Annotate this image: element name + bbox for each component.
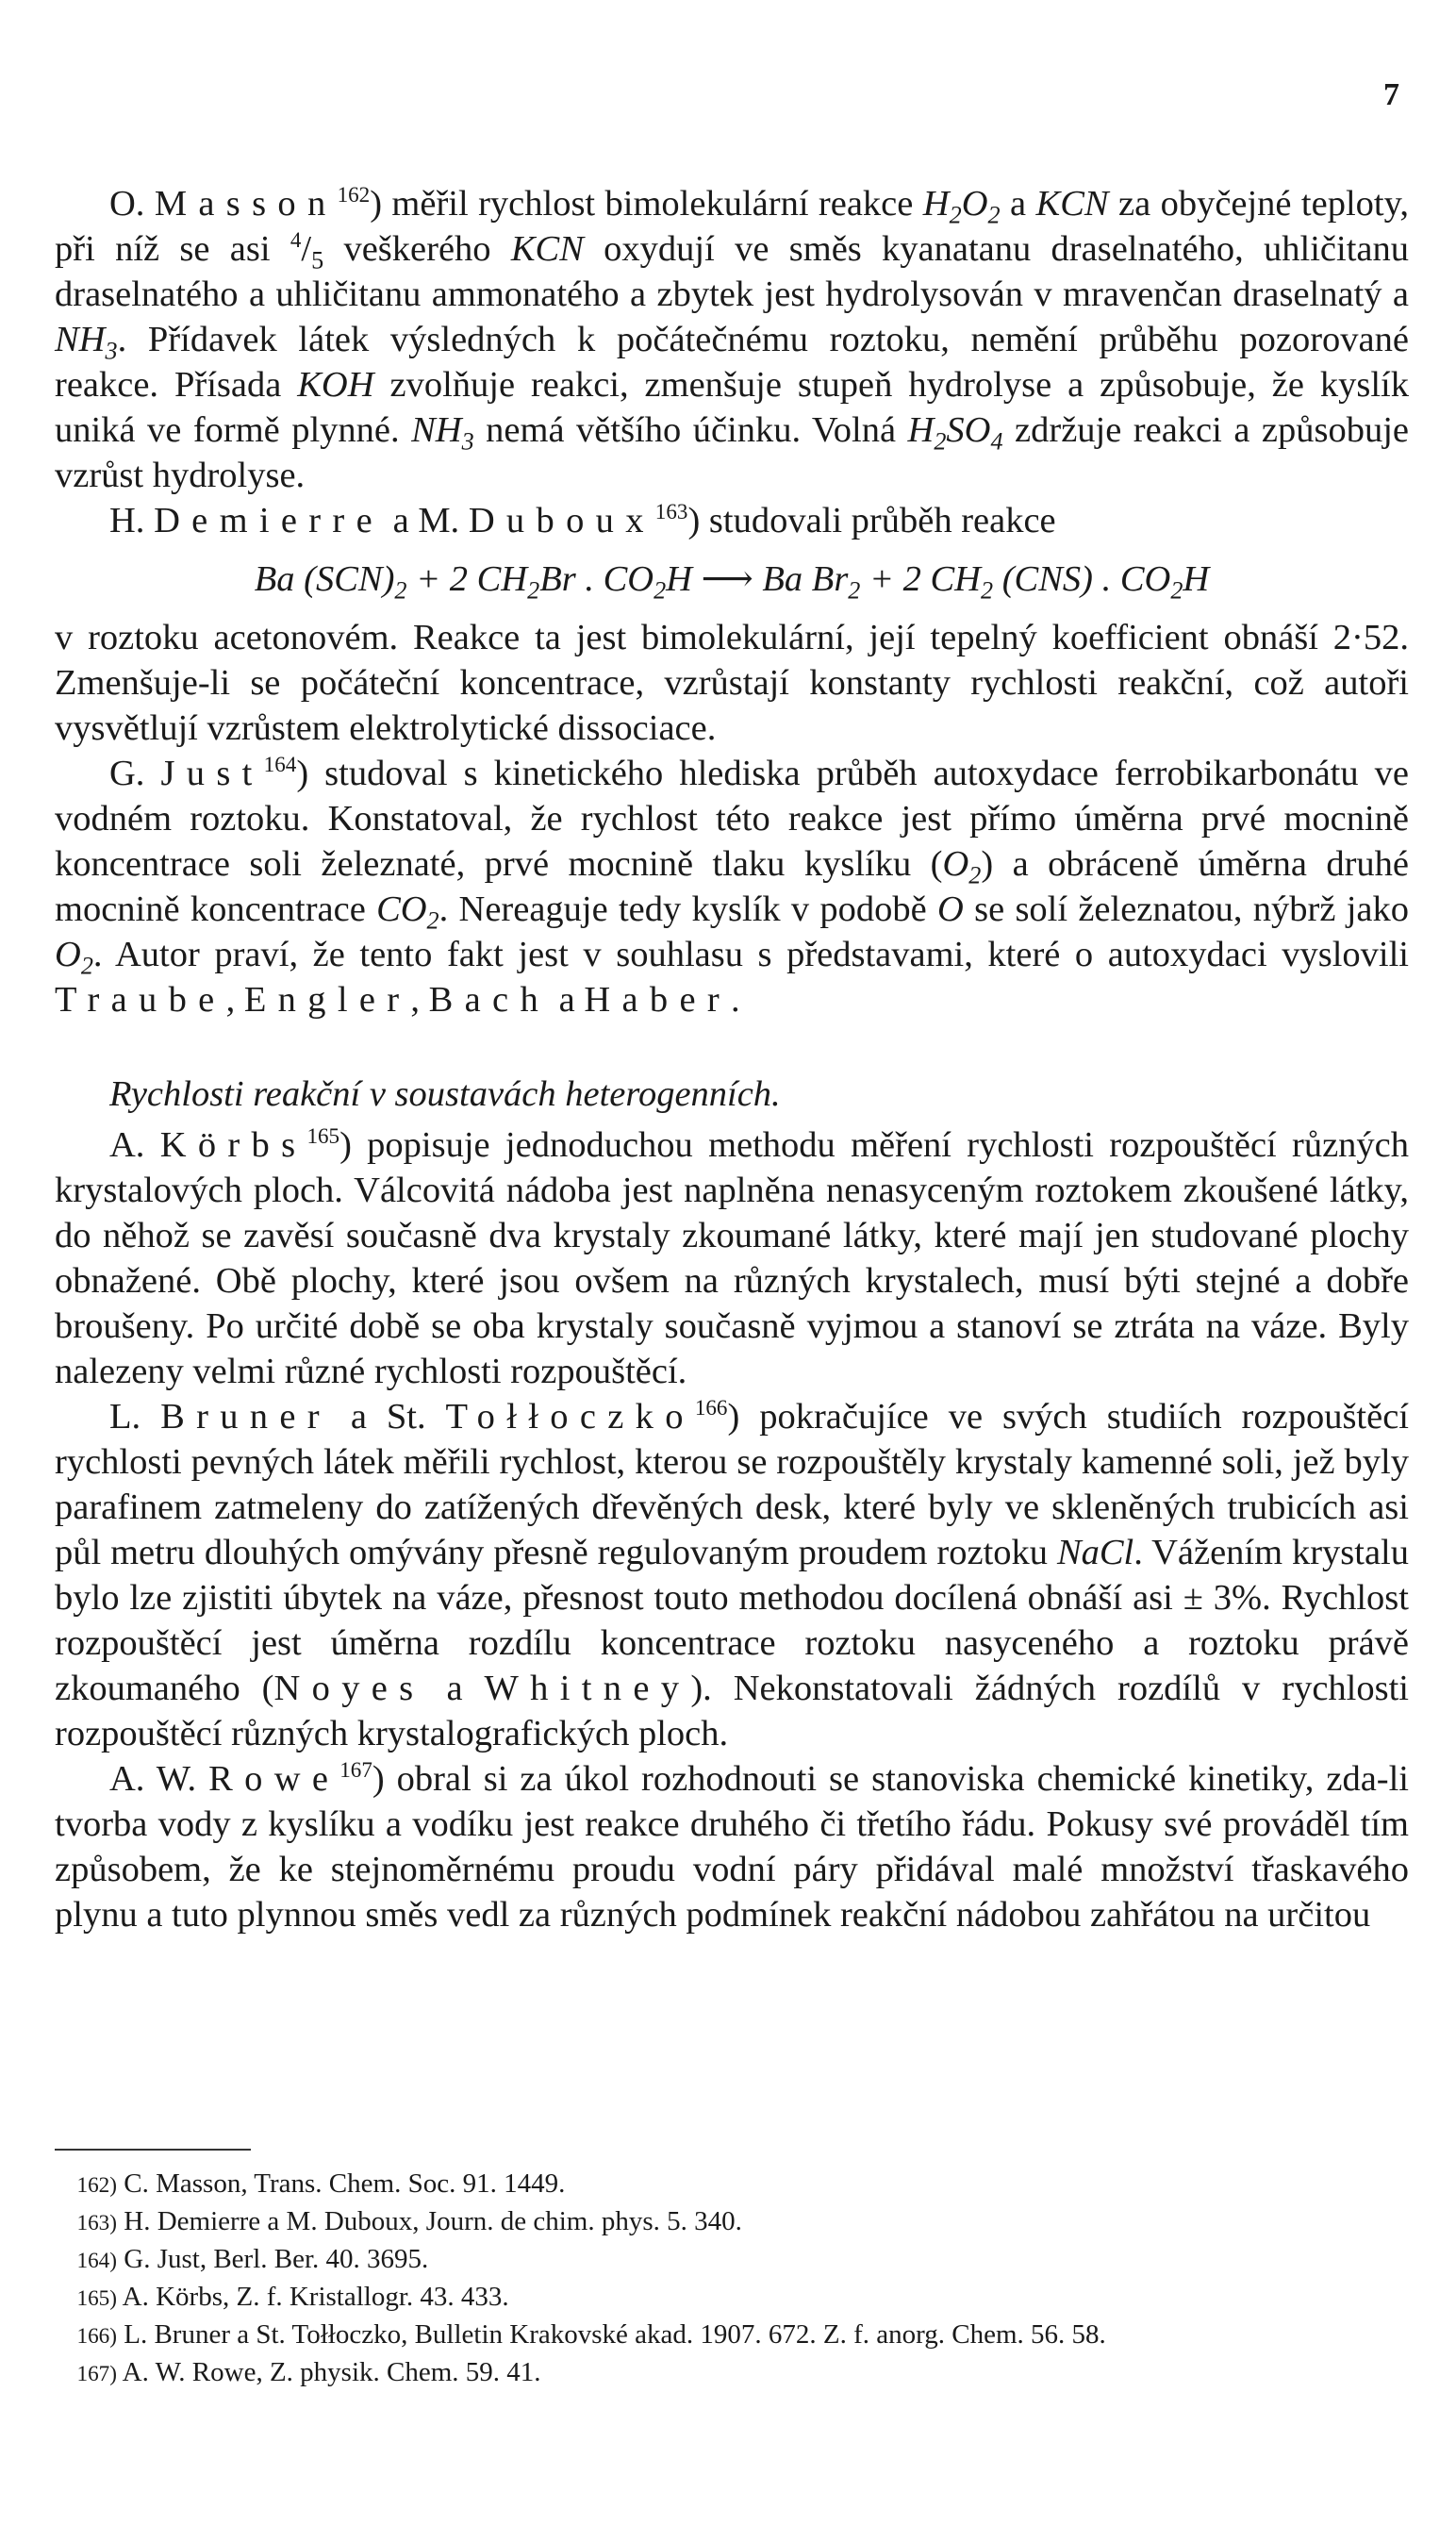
footnote-163: 163) H. Demierre a M. Duboux, Journ. de chim. phys. 5. 340. — [76, 2206, 742, 2236]
paragraph-demierre-cont: v roztoku acetonovém. Reakce ta jest bimolekulární, její tepelný koefficient obnáší 2·52. Zmenšuje-li se počáteční koncentrace, vzrůstají konstanty rychlosti reakční, což autoři vysvětlují vzrůstem elektrolytické dissociace. — [55, 618, 1409, 748]
footnotes — [55, 2166, 1409, 2392]
footnote-164: 164) G. Just, Berl. Ber. 40. 3695. — [76, 2244, 429, 2274]
paragraph-masson: O. Masson$^{162}$) měřil rychlost bimolekulární reakce $H_2O_2$ a KCN za obyčejné teploty, při níž se asi $^4/_5$ veškerého KCN oxydují ve směs kyanatanu draselnatého, uhličitanu draselnatého a uhličitanu ammonatého a zbytek jest hydrolysován v mravenčan draselnatý a $NH_3$. Přídavek látek výsledných k počátečnému roztoku, nemění průběhu pozorované reakce. Přísada KOH zvolňuje reakci, zmenšuje stupeň hydrolyse a způsobuje, že kyslík uniká ve formě plynné. $NH_3$ nemá většího účinku. Volná $H_2SO_4$ zdržuje reakci a způsobuje vzrůst hydrolyse. — [55, 182, 1409, 495]
footnote-166: 166) L. Bruner a St. Tołłoczko, Bulletin Krakovské akad. 1907. 672. Z. f. anorg. Chem. 56. 58. — [76, 2319, 1106, 2350]
footnote-167: 167) A. W. Rowe, Z. physik. Chem. 59. 41. — [76, 2357, 541, 2387]
paragraph-bruner: L. Bruner a St. Tołłoczko$^{166}$) pokračujíce ve svých studiích rozpouštěcí rychlosti pevných látek měřili rychlost, kterou se rozpouštěly krystaly kamenné soli, jež byly parafinem zatmeleny do zatížených dřevěných desk, které byly ve skleněných trubicích asi půl metru dlouhých omývány přesně regulovaným proudem roztoku NaCl. Vážením krystalu bylo lze zjistiti úbytek na váze, přesnost touto methodou docílená obnáší asi ± 3%. Rychlost rozpouštěcí jest úměrna rozdílu koncentrace roztoku nasyceného a roztoku právě zkoumaného (Noyes a Whitney). Nekonstatovali žádných rozdílů v rychlosti rozpouštěcí různých krystalografických ploch. — [55, 1395, 1409, 1753]
footnote-165: 165) A. Körbs, Z. f. Kristallogr. 43. 433. — [76, 2282, 509, 2312]
page-number: 7 — [1383, 77, 1399, 112]
reaction-equation: Ba $(SCN)_2 + 2$ $CH_2Br$ . $CO_2H$ ⟶ Ba $Br_2 + 2$ $CH_2$ (CNS) . $CO_2H$ — [254, 559, 1210, 605]
paragraph-korbs: A. Körbs$^{165}$) popisuje jednoduchou methodu měření rychlosti rozpouštěcí různých krystalových ploch. Válcovitá nádoba jest naplněna nenasyceným roztokem zkoušené látky, do něhož se zavěsí současně dva krystaly zkoumané látky, které mají jen studované plochy obnažené. Obě plochy, které jsou ovšem na různých krystalech, musí býti stejné a dobře broušeny. Po určité době se oba krystaly současně vyjmou a stanoví se ztráta na váze. Byly nalezeny velmi různé rychlosti rozpouštěcí. — [55, 1123, 1410, 1391]
section-heading: Rychlosti reakční v soustavách heterogenních. — [109, 1074, 781, 1114]
page-body — [55, 181, 1409, 1937]
paragraph-just: G. Just$^{164}$) studoval s kinetického hlediska průběh autoxydace ferrobikarbonátu ve vodném roztoku. Konstatoval, že rychlost této reakce jest přímo úměrna prvé mocnině koncentrace soli železnaté, prvé mocnině tlaku kyslíku $(O_2)$ a obráceně úměrna druhé mocnině koncentrace $CO_2$. Nereaguje tedy kyslík v podobě O se solí železnatou, nýbrž jako $O_2$. Autor praví, že tento fakt jest v souhlasu s představami, které o autoxydaci vyslovili Traube, Engler, Bach a Haber. — [55, 752, 1410, 1020]
paragraph-rowe: A. W. Rowe$^{167}$) obral si za úkol rozhodnouti se stanoviska chemické kinetiky, zda-li tvorba vody z kyslíku a vodíku jest reakce druhého či třetího řádu. Pokusy své prováděl tím způsobem, že ke stejnoměrnému proudu vodní páry přidával malé množství třaskavého plynu a tuto plynnou směs vedl za různých podmínek reakční nádobou zahřátou na určitou — [55, 1757, 1409, 1935]
footnote-divider — [55, 2149, 251, 2151]
footnote-162: 162) C. Masson, Trans. Chem. Soc. 91. 1449. — [76, 2168, 566, 2199]
paragraph-demierre: H. Demierre a M. Duboux$^{163}$) studovali průběh reakce — [109, 499, 1056, 540]
